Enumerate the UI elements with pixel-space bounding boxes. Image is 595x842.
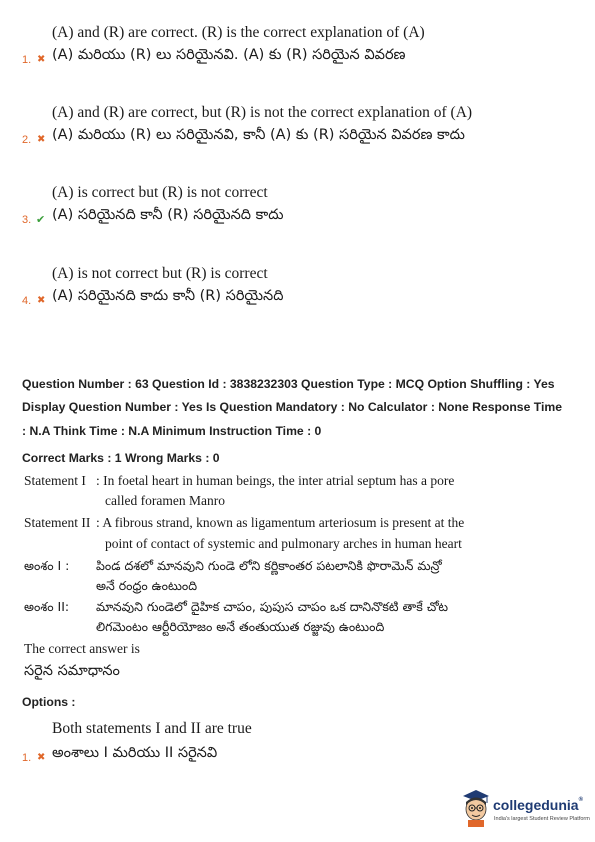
statement-2-line2: point of contact of systemic and pulmonary arches in human heart — [105, 536, 462, 551]
option-te: (A) మరియు (R) లు సరియైనవి, కానీ (A) కు (R) సరియైన వివరణ కాదు — [52, 127, 465, 143]
option-en: (A) and (R) are correct. (R) is the correct explanation of (A) — [52, 24, 425, 41]
cross-icon: ✖ — [37, 134, 46, 145]
question-meta-line2: Display Question Number : Yes Is Question Mandatory : No Calculator : None Response Time — [22, 400, 562, 414]
statement-1-label: Statement I — [24, 473, 86, 488]
option-te: అంశాలు I మరియు II సరైనవి — [52, 745, 218, 761]
option-te: (A) సరియైనది కానీ (R) సరియైనది కాదు — [52, 207, 284, 223]
option-te: (A) సరియైనది కాదు కానీ (R) సరియైనది — [52, 288, 284, 304]
option-number: 1. — [22, 54, 32, 66]
statement-2-line1: : A fibrous strand, known as ligamentum arteriosum is present at the — [96, 515, 465, 530]
question-meta-line1: Question Number : 63 Question Id : 3838232303 Question Type : MCQ Option Shuffling : Yes — [22, 377, 555, 391]
correct-answer-en: The correct answer is — [24, 641, 140, 656]
option-te: (A) మరియు (R) లు సరియైనవి. (A) కు (R) సరియైన వివరణ — [52, 47, 406, 63]
statement-1-line1: : In foetal heart in human beings, the inter atrial septum has a pore — [96, 473, 455, 488]
logo-tagline: India's largest Student Review Platform — [494, 816, 590, 822]
option-en: (A) is correct but (R) is not correct — [52, 184, 268, 201]
options-label: Options : — [22, 695, 76, 709]
option-en: (A) and (R) are correct, but (R) is not the correct explanation of (A) — [52, 104, 473, 121]
option-number: 1. — [22, 752, 32, 764]
option-en: Both statements I and II are true — [52, 720, 252, 737]
logo-trademark: ® — [578, 797, 583, 803]
option-en: (A) is not correct but (R) is correct — [52, 265, 268, 282]
check-icon: ✔ — [36, 213, 46, 226]
statement-2-label: Statement II — [24, 515, 91, 530]
cross-icon: ✖ — [37, 295, 46, 306]
telugu-statement-1-line1: పిండ దశలో మానవుని గుండె లోని కర్ణికాంతర పటలానికి ఫొరామెన్ మన్రో — [96, 558, 442, 573]
mascot-icon — [460, 787, 492, 827]
question-marks: Correct Marks : 1 Wrong Marks : 0 — [22, 451, 220, 465]
telugu-statement-1-label: అంశం I : — [24, 558, 70, 573]
option-number: 2. — [22, 134, 32, 146]
cross-icon: ✖ — [37, 54, 46, 65]
logo-name: collegedunia — [493, 797, 579, 813]
telugu-statement-1-line2: అనే రంధ్రం ఉంటుంది — [96, 578, 198, 593]
question-meta-line3: : N.A Think Time : N.A Minimum Instruction Time : 0 — [22, 424, 322, 438]
option-number: 4. — [22, 295, 32, 307]
telugu-statement-2-label: అంశం II: — [24, 599, 70, 614]
collegedunia-logo — [460, 785, 588, 830]
telugu-statement-2-line2: లిగమెంటం ఆర్టీరియోజం అనే తంతుయుత రజ్జువు ఉంటుంది — [96, 619, 385, 634]
correct-answer-te: సరైన సమాధానం — [24, 663, 120, 679]
telugu-statement-2-line1: మానవుని గుండెలో దైహిక చాపం, పుపుస చాపం ఒక దానినొకటి తాకే చోట — [96, 599, 449, 614]
statement-1-line2: called foramen Manro — [105, 493, 225, 508]
option-number: 3. — [22, 214, 32, 226]
cross-icon: ✖ — [37, 752, 46, 763]
